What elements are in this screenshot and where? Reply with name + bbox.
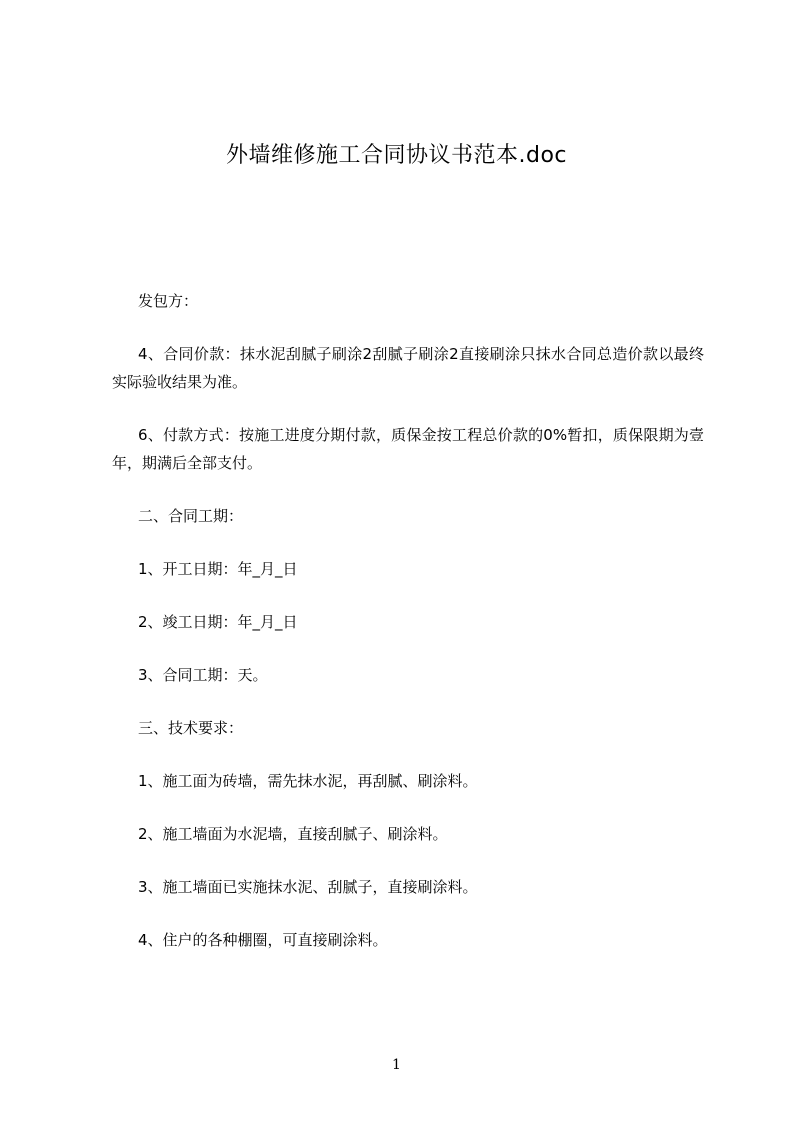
paragraph-contract-price: 4、合同价款：抹水泥刮腻子刷涂2刮腻子刷涂2直接刷涂只抹水合同总造价款以最终实际验收结果为准。	[112, 345, 704, 391]
paragraph-payment-method: 6、付款方式：按施工进度分期付款，质保金按工程总价款的0%暂扣，质保限期为壹年，期满后全部支付。	[112, 426, 704, 472]
paragraph-requirement-sheds: 4、住户的各种棚圈，可直接刷涂料。	[138, 931, 388, 949]
paragraph-employer: 发包方：	[138, 292, 199, 310]
paragraph-requirement-finished-wall: 3、施工墙面已实施抹水泥、刮腻子，直接刷涂料。	[138, 878, 478, 896]
page-number: 1	[392, 1057, 401, 1073]
section-heading-contract-period: 二、合同工期：	[138, 507, 244, 525]
document-title: 外墙维修施工合同协议书范本.doc	[225, 143, 567, 168]
paragraph-requirement-brick-wall: 1、施工面为砖墙，需先抹水泥，再刮腻、刷涂料。	[138, 772, 478, 790]
paragraph-start-date: 1、开工日期：年_月_日	[138, 560, 298, 578]
paragraph-completion-date: 2、竣工日期：年_月_日	[138, 613, 298, 631]
paragraph-contract-days: 3、合同工期：天。	[138, 666, 268, 684]
section-heading-technical-requirements: 三、技术要求：	[138, 719, 244, 737]
paragraph-requirement-cement-wall: 2、施工墙面为水泥墙，直接刮腻子、刷涂料。	[138, 825, 448, 843]
